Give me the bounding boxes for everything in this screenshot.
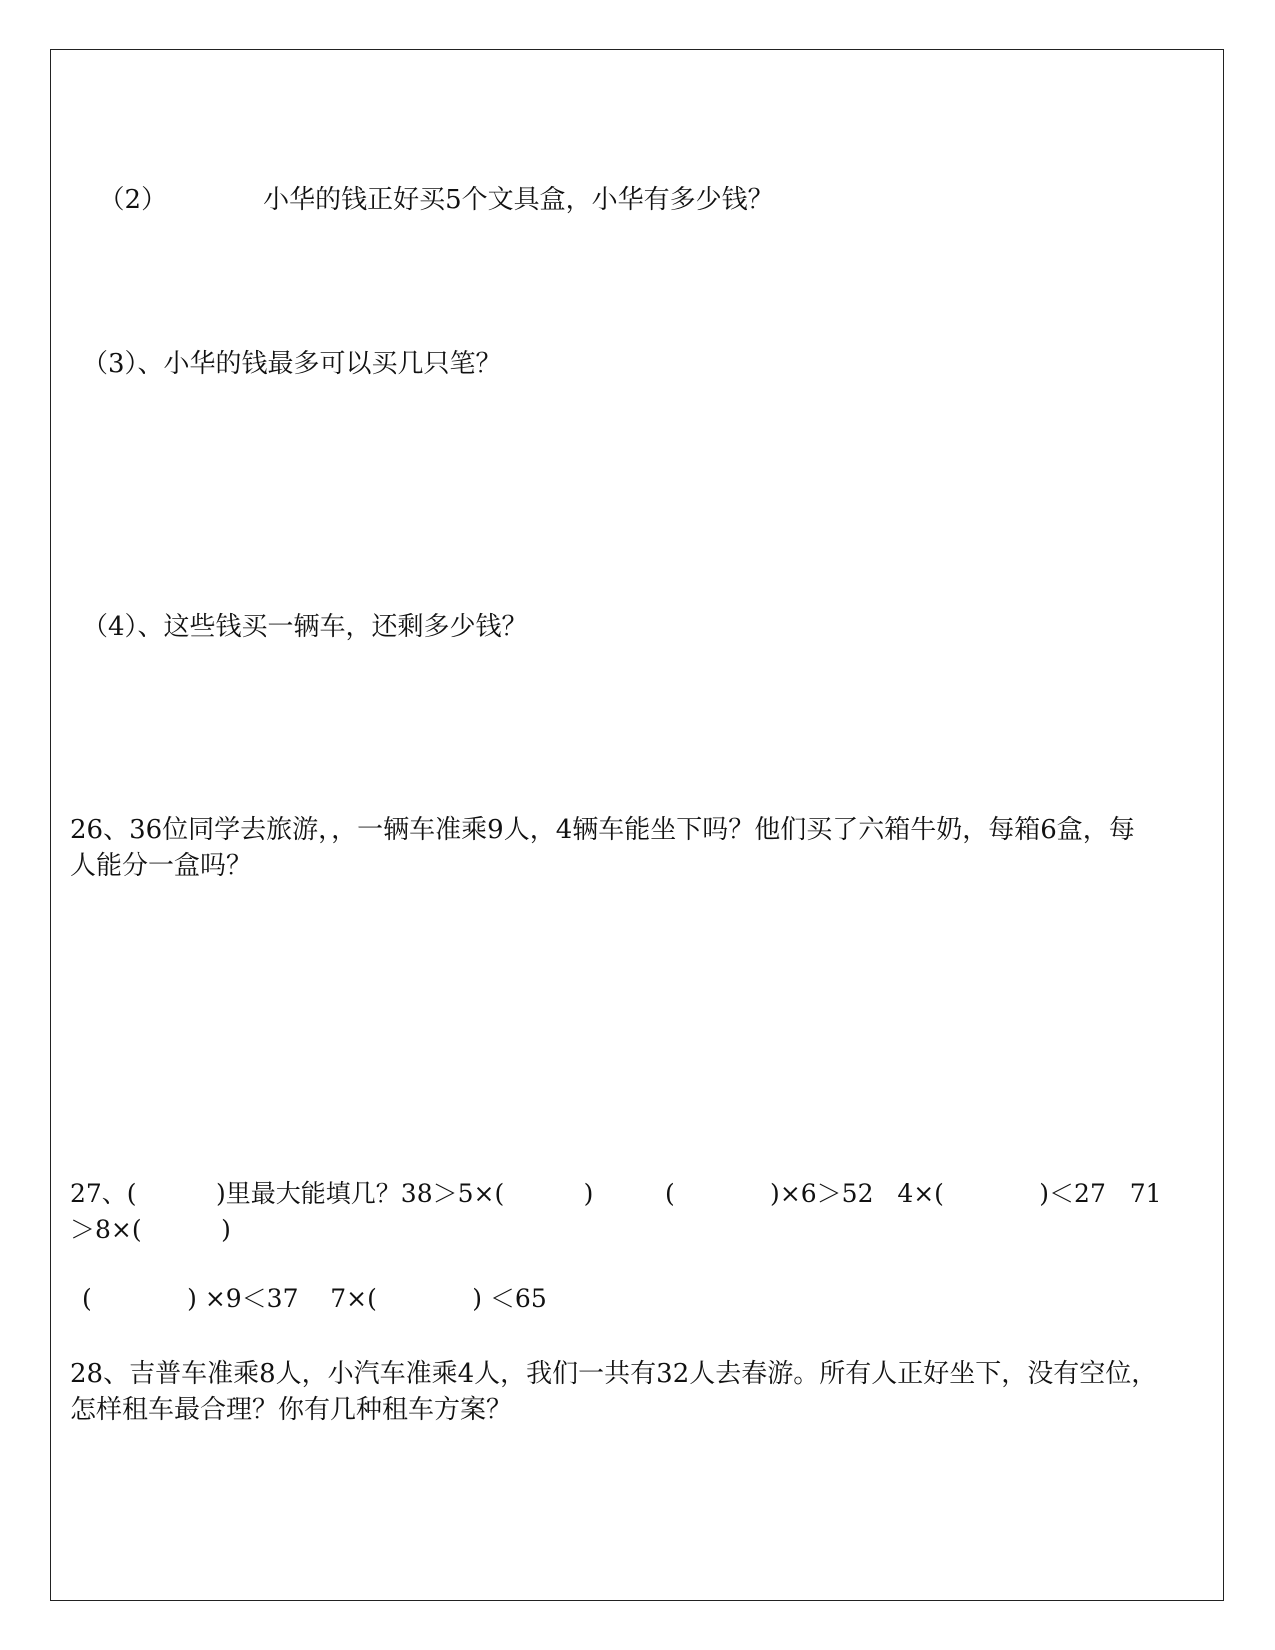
- question-25-2-label: （2）: [98, 185, 168, 215]
- question-25-2-text: 小华的钱正好买5个文具盒，小华有多少钱？: [263, 185, 774, 215]
- question-27-line-1: 27、( )里最大能填几？38＞5×( ) ( )×6＞52 4×( )＜27 71: [70, 1179, 1162, 1208]
- question-27-line-3: ( ) ×9＜37 7×( ) ＜65: [82, 1284, 547, 1313]
- question-25-4: （4）、这些钱买一辆车，还剩多少钱？: [82, 612, 528, 642]
- question-25-2: [82, 152, 774, 216]
- question-26-line-2: 人能分一盒吗？: [70, 851, 253, 881]
- question-26-line-1: 26、36位同学去旅游，，一辆车准乘9人，4辆车能坐下吗？他们买了六箱牛奶，每箱6盒，每: [70, 815, 1135, 845]
- question-25-3: （3）、小华的钱最多可以买几只笔？: [82, 349, 502, 379]
- question-27-line-2: ＞8×( ): [70, 1215, 231, 1244]
- question-28-line-2: 怎样租车最合理？你有几种租车方案？: [70, 1395, 513, 1425]
- question-28-line-1: 28、吉普车准乘8人，小汽车准乘4人，我们一共有32人去春游。所有人正好坐下，没有空位，: [70, 1359, 1158, 1389]
